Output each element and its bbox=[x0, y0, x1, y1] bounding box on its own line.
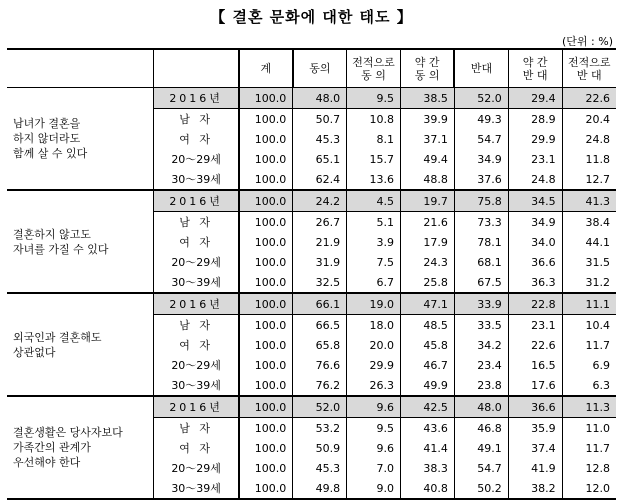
cell-value: 22.6 bbox=[562, 88, 616, 109]
header-total: 계 bbox=[239, 49, 293, 88]
cell-value: 20.4 bbox=[562, 109, 616, 130]
section-label: 외국인과 결혼해도 상관없다 bbox=[7, 293, 154, 396]
cell-value: 19.0 bbox=[347, 293, 401, 315]
cell-value: 36.3 bbox=[508, 272, 562, 293]
cell-value: 33.5 bbox=[454, 315, 508, 336]
cell-value: 19.7 bbox=[400, 190, 454, 212]
cell-value: 3.9 bbox=[347, 232, 401, 252]
header-blank-group bbox=[154, 49, 239, 88]
cell-value: 34.9 bbox=[454, 149, 508, 169]
cell-value: 18.0 bbox=[347, 315, 401, 336]
cell-value: 52.0 bbox=[293, 396, 347, 418]
table-row-total bbox=[7, 293, 616, 315]
row-group-label: 30～39세 bbox=[154, 478, 239, 499]
cell-value: 29.9 bbox=[508, 129, 562, 149]
cell-value: 78.1 bbox=[454, 232, 508, 252]
cell-value: 68.1 bbox=[454, 252, 508, 272]
cell-value: 38.2 bbox=[508, 478, 562, 499]
cell-value: 34.2 bbox=[454, 335, 508, 355]
cell-value: 100.0 bbox=[239, 88, 293, 109]
header-somewhat-agree: 약 간 동 의 bbox=[400, 49, 454, 88]
cell-value: 54.7 bbox=[454, 129, 508, 149]
cell-value: 6.9 bbox=[562, 355, 616, 375]
cell-value: 76.2 bbox=[293, 375, 347, 396]
cell-value: 23.4 bbox=[454, 355, 508, 375]
cell-value: 43.6 bbox=[400, 418, 454, 439]
cell-value: 45.3 bbox=[293, 458, 347, 478]
cell-value: 11.0 bbox=[562, 418, 616, 439]
cell-value: 22.8 bbox=[508, 293, 562, 315]
cell-value: 37.4 bbox=[508, 438, 562, 458]
cell-value: 36.6 bbox=[508, 252, 562, 272]
cell-value: 66.1 bbox=[293, 293, 347, 315]
cell-value: 100.0 bbox=[239, 190, 293, 212]
cell-value: 22.6 bbox=[508, 335, 562, 355]
cell-value: 65.1 bbox=[293, 149, 347, 169]
section-label: 결혼생활은 당사자보다 가족간의 관계가 우선해야 한다 bbox=[7, 396, 154, 499]
cell-value: 9.6 bbox=[347, 438, 401, 458]
cell-value: 17.6 bbox=[508, 375, 562, 396]
cell-value: 17.9 bbox=[400, 232, 454, 252]
section-label: 결혼하지 않고도 자녀를 가질 수 있다 bbox=[7, 190, 154, 293]
cell-value: 100.0 bbox=[239, 169, 293, 190]
row-group-label: 30～39세 bbox=[154, 272, 239, 293]
cell-value: 37.1 bbox=[400, 129, 454, 149]
cell-value: 100.0 bbox=[239, 438, 293, 458]
row-group-label: 여 자 bbox=[154, 438, 239, 458]
cell-value: 39.9 bbox=[400, 109, 454, 130]
cell-value: 4.5 bbox=[347, 190, 401, 212]
cell-value: 44.1 bbox=[562, 232, 616, 252]
cell-value: 76.6 bbox=[293, 355, 347, 375]
header-blank bbox=[7, 49, 154, 88]
header-agree: 동의 bbox=[293, 49, 347, 88]
cell-value: 100.0 bbox=[239, 293, 293, 315]
cell-value: 41.3 bbox=[562, 190, 616, 212]
cell-value: 45.8 bbox=[400, 335, 454, 355]
cell-value: 49.3 bbox=[454, 109, 508, 130]
row-group-label: 20～29세 bbox=[154, 458, 239, 478]
cell-value: 11.7 bbox=[562, 438, 616, 458]
cell-value: 46.7 bbox=[400, 355, 454, 375]
section-label: 남녀가 결혼을 하지 않더라도 함께 살 수 있다 bbox=[7, 88, 154, 191]
cell-value: 10.4 bbox=[562, 315, 616, 336]
cell-value: 100.0 bbox=[239, 355, 293, 375]
cell-value: 26.3 bbox=[347, 375, 401, 396]
cell-value: 75.8 bbox=[454, 190, 508, 212]
cell-value: 100.0 bbox=[239, 418, 293, 439]
cell-value: 9.5 bbox=[347, 418, 401, 439]
cell-value: 33.9 bbox=[454, 293, 508, 315]
cell-value: 21.6 bbox=[400, 212, 454, 233]
cell-value: 9.6 bbox=[347, 396, 401, 418]
cell-value: 9.0 bbox=[347, 478, 401, 499]
cell-value: 100.0 bbox=[239, 315, 293, 336]
cell-value: 24.2 bbox=[293, 190, 347, 212]
cell-value: 21.9 bbox=[293, 232, 347, 252]
table-row-total bbox=[7, 190, 616, 212]
cell-value: 34.9 bbox=[508, 212, 562, 233]
cell-value: 23.8 bbox=[454, 375, 508, 396]
cell-value: 73.3 bbox=[454, 212, 508, 233]
row-group-label: 2016년 bbox=[154, 396, 239, 418]
cell-value: 65.8 bbox=[293, 335, 347, 355]
header-somewhat-disagree: 약 간 반 대 bbox=[508, 49, 562, 88]
cell-value: 26.7 bbox=[293, 212, 347, 233]
cell-value: 5.1 bbox=[347, 212, 401, 233]
row-group-label: 20～29세 bbox=[154, 355, 239, 375]
cell-value: 11.3 bbox=[562, 396, 616, 418]
cell-value: 100.0 bbox=[239, 478, 293, 499]
cell-value: 100.0 bbox=[239, 232, 293, 252]
cell-value: 23.1 bbox=[508, 149, 562, 169]
unit-label: (단위 : %) bbox=[562, 35, 613, 48]
cell-value: 11.1 bbox=[562, 293, 616, 315]
cell-value: 16.5 bbox=[508, 355, 562, 375]
row-group-label: 여 자 bbox=[154, 335, 239, 355]
cell-value: 9.5 bbox=[347, 88, 401, 109]
row-group-label: 2016년 bbox=[154, 88, 239, 109]
cell-value: 15.7 bbox=[347, 149, 401, 169]
header-strongly-agree: 전적으로 동 의 bbox=[347, 49, 401, 88]
cell-value: 24.3 bbox=[400, 252, 454, 272]
cell-value: 47.1 bbox=[400, 293, 454, 315]
cell-value: 13.6 bbox=[347, 169, 401, 190]
cell-value: 48.5 bbox=[400, 315, 454, 336]
cell-value: 12.8 bbox=[562, 458, 616, 478]
row-group-label: 여 자 bbox=[154, 129, 239, 149]
header-disagree: 반대 bbox=[454, 49, 508, 88]
cell-value: 12.7 bbox=[562, 169, 616, 190]
cell-value: 24.8 bbox=[508, 169, 562, 190]
cell-value: 66.5 bbox=[293, 315, 347, 336]
cell-value: 35.9 bbox=[508, 418, 562, 439]
header-strongly-disagree: 전적으로 반 대 bbox=[562, 49, 616, 88]
cell-value: 40.8 bbox=[400, 478, 454, 499]
cell-value: 31.9 bbox=[293, 252, 347, 272]
cell-value: 50.9 bbox=[293, 438, 347, 458]
cell-value: 42.5 bbox=[400, 396, 454, 418]
cell-value: 34.5 bbox=[508, 190, 562, 212]
cell-value: 20.0 bbox=[347, 335, 401, 355]
row-group-label: 여 자 bbox=[154, 232, 239, 252]
header-row bbox=[7, 49, 616, 88]
cell-value: 48.0 bbox=[454, 396, 508, 418]
row-group-label: 남 자 bbox=[154, 109, 239, 130]
cell-value: 37.6 bbox=[454, 169, 508, 190]
cell-value: 25.8 bbox=[400, 272, 454, 293]
cell-value: 11.8 bbox=[562, 149, 616, 169]
cell-value: 41.9 bbox=[508, 458, 562, 478]
cell-value: 100.0 bbox=[239, 396, 293, 418]
row-group-label: 20～29세 bbox=[154, 149, 239, 169]
cell-value: 100.0 bbox=[239, 335, 293, 355]
cell-value: 32.5 bbox=[293, 272, 347, 293]
cell-value: 38.5 bbox=[400, 88, 454, 109]
cell-value: 62.4 bbox=[293, 169, 347, 190]
cell-value: 49.9 bbox=[400, 375, 454, 396]
cell-value: 8.1 bbox=[347, 129, 401, 149]
cell-value: 28.9 bbox=[508, 109, 562, 130]
cell-value: 29.4 bbox=[508, 88, 562, 109]
cell-value: 48.8 bbox=[400, 169, 454, 190]
cell-value: 45.3 bbox=[293, 129, 347, 149]
cell-value: 49.4 bbox=[400, 149, 454, 169]
cell-value: 100.0 bbox=[239, 149, 293, 169]
cell-value: 100.0 bbox=[239, 272, 293, 293]
row-group-label: 30～39세 bbox=[154, 375, 239, 396]
cell-value: 46.8 bbox=[454, 418, 508, 439]
cell-value: 50.2 bbox=[454, 478, 508, 499]
cell-value: 52.0 bbox=[454, 88, 508, 109]
cell-value: 100.0 bbox=[239, 252, 293, 272]
cell-value: 100.0 bbox=[239, 458, 293, 478]
row-group-label: 20～29세 bbox=[154, 252, 239, 272]
table-row-total bbox=[7, 88, 616, 109]
row-group-label: 2016년 bbox=[154, 293, 239, 315]
cell-value: 6.3 bbox=[562, 375, 616, 396]
cell-value: 50.7 bbox=[293, 109, 347, 130]
cell-value: 31.2 bbox=[562, 272, 616, 293]
cell-value: 29.9 bbox=[347, 355, 401, 375]
cell-value: 48.0 bbox=[293, 88, 347, 109]
cell-value: 10.8 bbox=[347, 109, 401, 130]
cell-value: 7.0 bbox=[347, 458, 401, 478]
cell-value: 38.4 bbox=[562, 212, 616, 233]
cell-value: 12.0 bbox=[562, 478, 616, 499]
cell-value: 67.5 bbox=[454, 272, 508, 293]
cell-value: 24.8 bbox=[562, 129, 616, 149]
cell-value: 36.6 bbox=[508, 396, 562, 418]
cell-value: 100.0 bbox=[239, 375, 293, 396]
cell-value: 38.3 bbox=[400, 458, 454, 478]
cell-value: 6.7 bbox=[347, 272, 401, 293]
cell-value: 11.7 bbox=[562, 335, 616, 355]
row-group-label: 30～39세 bbox=[154, 169, 239, 190]
cell-value: 100.0 bbox=[239, 129, 293, 149]
row-group-label: 남 자 bbox=[154, 212, 239, 233]
cell-value: 54.7 bbox=[454, 458, 508, 478]
attitude-table bbox=[7, 48, 616, 500]
cell-value: 49.8 bbox=[293, 478, 347, 499]
cell-value: 100.0 bbox=[239, 212, 293, 233]
cell-value: 49.1 bbox=[454, 438, 508, 458]
cell-value: 23.1 bbox=[508, 315, 562, 336]
cell-value: 31.5 bbox=[562, 252, 616, 272]
row-group-label: 남 자 bbox=[154, 418, 239, 439]
cell-value: 100.0 bbox=[239, 109, 293, 130]
cell-value: 7.5 bbox=[347, 252, 401, 272]
table-row-total bbox=[7, 396, 616, 418]
cell-value: 53.2 bbox=[293, 418, 347, 439]
row-group-label: 2016년 bbox=[154, 190, 239, 212]
cell-value: 41.4 bbox=[400, 438, 454, 458]
cell-value: 34.0 bbox=[508, 232, 562, 252]
page-title: 【 결혼 문화에 대한 태도 】 bbox=[210, 8, 413, 26]
row-group-label: 남 자 bbox=[154, 315, 239, 336]
